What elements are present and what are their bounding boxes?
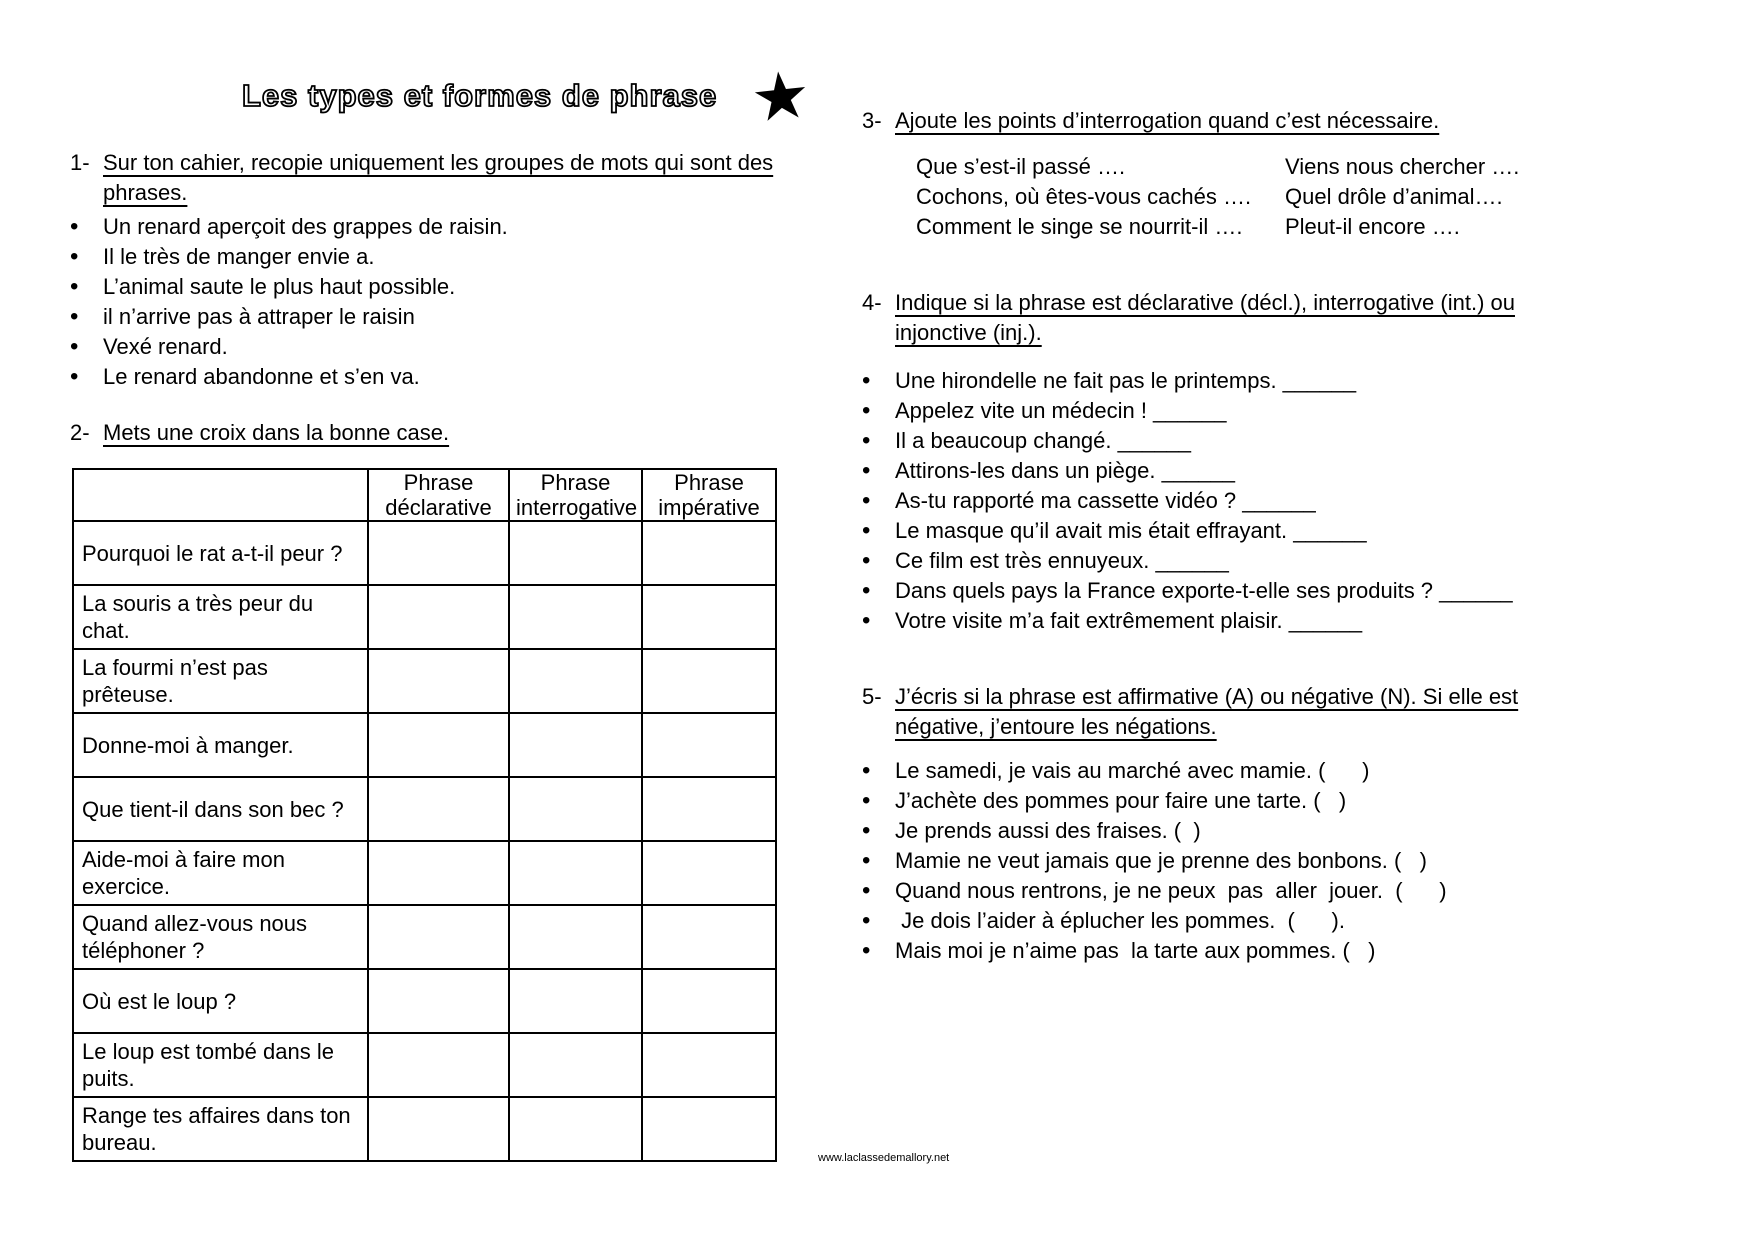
answer-cell[interactable] bbox=[368, 905, 509, 969]
answer-cell[interactable] bbox=[368, 1033, 509, 1097]
answer-cell[interactable] bbox=[368, 841, 509, 905]
table-row bbox=[73, 713, 776, 777]
exercise-3-heading-line-1: Ajoute les points d’interrogation quand c’est nécessaire. bbox=[895, 108, 1440, 133]
exercise-1-list bbox=[70, 212, 810, 392]
list-item: Quel drôle d’animal…. bbox=[1285, 184, 1503, 209]
list-item: • As-tu rapporté ma cassette vidéo ? ______ bbox=[862, 486, 1742, 516]
answer-cell[interactable] bbox=[509, 1033, 642, 1097]
answer-cell[interactable] bbox=[509, 1097, 642, 1161]
table-header-empty bbox=[73, 469, 368, 521]
list-item: • Je dois l’aider à éplucher les pommes. ( ). bbox=[862, 906, 1742, 936]
answer-cell[interactable] bbox=[368, 713, 509, 777]
answer-cell[interactable] bbox=[509, 649, 642, 713]
list-item: • Une hirondelle ne fait pas le printemps. ______ bbox=[862, 366, 1742, 396]
answer-cell[interactable] bbox=[642, 649, 776, 713]
exercise-3 bbox=[862, 106, 1742, 242]
sentence-cell: La fourmi n’est pas prêteuse. bbox=[73, 649, 368, 713]
exercise-5-heading-line-2: négative, j’entoure les négations. bbox=[895, 714, 1217, 739]
exercise-2 bbox=[70, 418, 810, 1162]
star-icon: ★ bbox=[747, 56, 815, 136]
exercise-4-list bbox=[862, 366, 1742, 636]
sentence-cell: Donne-moi à manger. bbox=[73, 713, 368, 777]
list-item: • Il a beaucoup changé. ______ bbox=[862, 426, 1742, 456]
sentence-cell: Que tient-il dans son bec ? bbox=[73, 777, 368, 841]
list-item: • Dans quels pays la France exporte-t-elle ses produits ? ______ bbox=[862, 576, 1742, 606]
list-item: • Appelez vite un médecin ! ______ bbox=[862, 396, 1742, 426]
exercise-5-heading bbox=[862, 682, 1742, 742]
answer-cell[interactable] bbox=[642, 585, 776, 649]
answer-cell[interactable] bbox=[642, 713, 776, 777]
title-row bbox=[70, 56, 815, 136]
exercise-1-heading-line-2: phrases. bbox=[103, 180, 188, 205]
answer-cell[interactable] bbox=[642, 905, 776, 969]
table-header-interrogative: Phrase interrogative bbox=[509, 469, 642, 521]
exercise-5-number: 5- bbox=[862, 684, 882, 709]
sentence-cell: Le loup est tombé dans le puits. bbox=[73, 1033, 368, 1097]
list-item: • Vexé renard. bbox=[70, 332, 810, 362]
exercise-2-heading bbox=[70, 418, 810, 448]
exercise-1-heading-line-1: Sur ton cahier, recopie uniquement les groupes de mots qui sont des bbox=[103, 150, 774, 175]
table-row bbox=[73, 521, 776, 585]
list-item: • Attirons-les dans un piège. ______ bbox=[862, 456, 1742, 486]
answer-cell[interactable] bbox=[368, 1097, 509, 1161]
list-item: • Mais moi je n’aime pas la tarte aux pommes. ( ) bbox=[862, 936, 1742, 966]
list-item: • L’animal saute le plus haut possible. bbox=[70, 272, 810, 302]
answer-cell[interactable] bbox=[509, 585, 642, 649]
list-item: • Le masque qu’il avait mis était effrayant. ______ bbox=[862, 516, 1742, 546]
answer-cell[interactable] bbox=[368, 521, 509, 585]
exercise-1-heading bbox=[70, 148, 810, 208]
answer-cell[interactable] bbox=[368, 649, 509, 713]
exercise-4 bbox=[862, 288, 1742, 636]
exercise-5 bbox=[862, 682, 1742, 966]
table-header-row bbox=[73, 469, 776, 521]
exercise-5-heading-line-1: J’écris si la phrase est affirmative (A) ou négative (N). Si elle est bbox=[895, 684, 1519, 709]
exercise-2-heading-line-1: Mets une croix dans la bonne case. bbox=[103, 420, 450, 445]
answer-cell[interactable] bbox=[509, 777, 642, 841]
answer-cell[interactable] bbox=[642, 521, 776, 585]
exercise-3-heading bbox=[862, 106, 1742, 136]
list-item: • Votre visite m’a fait extrêmement plaisir. ______ bbox=[862, 606, 1742, 636]
exercise-1 bbox=[70, 148, 810, 392]
answer-cell[interactable] bbox=[509, 841, 642, 905]
answer-cell[interactable] bbox=[642, 841, 776, 905]
list-item: • Il le très de manger envie a. bbox=[70, 242, 810, 272]
answer-cell[interactable] bbox=[368, 969, 509, 1033]
sentence-cell: La souris a très peur du chat. bbox=[73, 585, 368, 649]
list-item: Viens nous chercher …. bbox=[1285, 154, 1520, 179]
exercise-2-number: 2- bbox=[70, 420, 90, 445]
list-item: • Le renard abandonne et s’en va. bbox=[70, 362, 810, 392]
table-header-imperative: Phrase impérative bbox=[642, 469, 776, 521]
list-item: Cochons, où êtes-vous cachés …. bbox=[916, 184, 1252, 209]
answer-cell[interactable] bbox=[509, 905, 642, 969]
list-item: • il n’arrive pas à attraper le raisin bbox=[70, 302, 810, 332]
answer-cell[interactable] bbox=[509, 969, 642, 1033]
exercise-3-number: 3- bbox=[862, 108, 882, 133]
list-item: Comment le singe se nourrit-il …. bbox=[916, 214, 1243, 239]
list-item: • Le samedi, je vais au marché avec mamie. ( ) bbox=[862, 756, 1742, 786]
exercise-5-list bbox=[862, 756, 1742, 966]
sentence-cell: Pourquoi le rat a-t-il peur ? bbox=[73, 521, 368, 585]
table-row bbox=[73, 649, 776, 713]
answer-cell[interactable] bbox=[642, 777, 776, 841]
exercise-4-heading-line-2: injonctive (inj.). bbox=[895, 320, 1042, 345]
table-row bbox=[73, 1033, 776, 1097]
answer-cell[interactable] bbox=[509, 713, 642, 777]
exercise-4-heading bbox=[862, 288, 1742, 348]
phrase-types-table bbox=[72, 468, 777, 1162]
answer-cell[interactable] bbox=[642, 1097, 776, 1161]
website-footer: www.laclassedemallory.net bbox=[818, 1152, 950, 1164]
sentence-cell: Où est le loup ? bbox=[73, 969, 368, 1033]
sentence-cell: Aide-moi à faire mon exercice. bbox=[73, 841, 368, 905]
table-row bbox=[73, 841, 776, 905]
table-header-declarative: Phrase déclarative bbox=[368, 469, 509, 521]
answer-cell[interactable] bbox=[642, 969, 776, 1033]
list-item: • Je prends aussi des fraises. ( ) bbox=[862, 816, 1742, 846]
answer-cell[interactable] bbox=[509, 521, 642, 585]
exercise-4-number: 4- bbox=[862, 290, 882, 315]
list-item: • Ce film est très ennuyeux. ______ bbox=[862, 546, 1742, 576]
exercise-4-heading-line-1: Indique si la phrase est déclarative (décl.), interrogative (int.) ou bbox=[895, 290, 1515, 315]
list-item: • Quand nous rentrons, je ne peux pas aller jouer. ( ) bbox=[862, 876, 1742, 906]
answer-cell[interactable] bbox=[642, 1033, 776, 1097]
sentence-cell: Quand allez-vous nous téléphoner ? bbox=[73, 905, 368, 969]
table-row bbox=[73, 1097, 776, 1161]
list-item: Que s’est-il passé …. bbox=[916, 154, 1126, 179]
answer-cell[interactable] bbox=[368, 777, 509, 841]
table-row bbox=[73, 777, 776, 841]
list-item: • Mamie ne veut jamais que je prenne des bonbons. ( ) bbox=[862, 846, 1742, 876]
sentence-cell: Range tes affaires dans ton bureau. bbox=[73, 1097, 368, 1161]
list-item: • Un renard aperçoit des grappes de raisin. bbox=[70, 212, 810, 242]
list-item: Pleut-il encore …. bbox=[1285, 214, 1460, 239]
exercise-1-number: 1- bbox=[70, 150, 90, 175]
page-title: Les types et formes de phrase bbox=[242, 78, 718, 113]
table-row bbox=[73, 905, 776, 969]
exercise-3-items bbox=[916, 152, 1742, 242]
answer-cell[interactable] bbox=[368, 585, 509, 649]
list-item: • J’achète des pommes pour faire une tarte. ( ) bbox=[862, 786, 1742, 816]
table-row bbox=[73, 585, 776, 649]
table-row bbox=[73, 969, 776, 1033]
